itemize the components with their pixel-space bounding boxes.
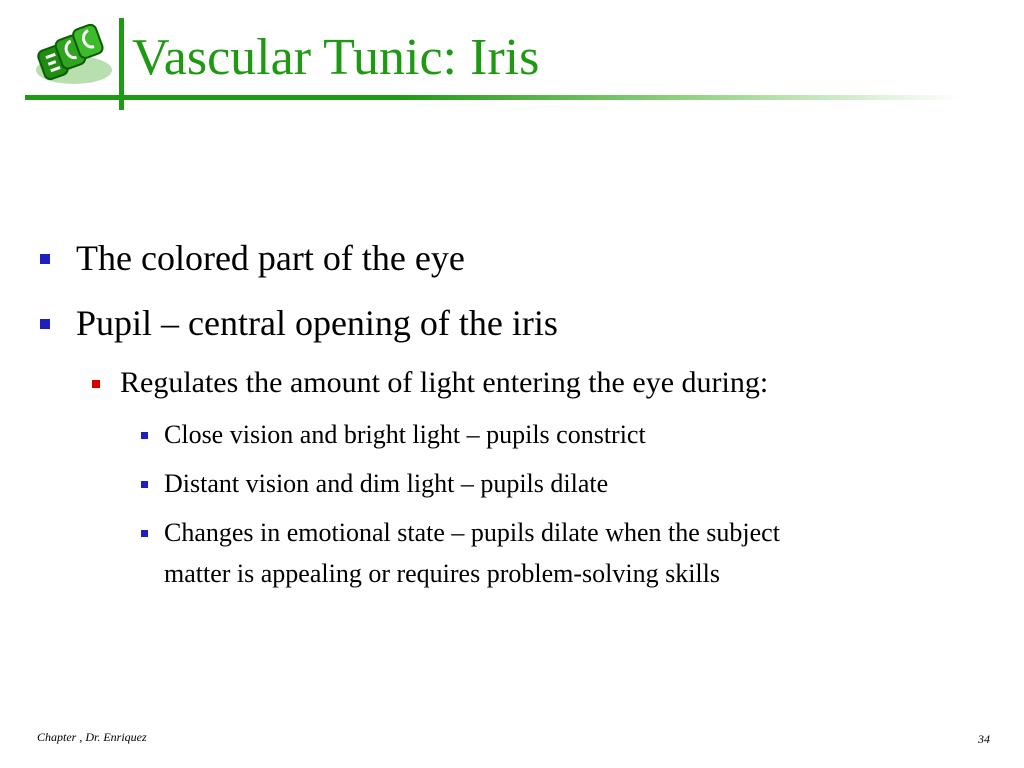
bullet-marker bbox=[40, 254, 50, 264]
page-number: 34 bbox=[978, 732, 990, 746]
ecc-logo bbox=[30, 22, 118, 90]
bullet-text: matter is appealing or requires problem-solving skills bbox=[164, 559, 720, 588]
bullet-text: Close vision and bright light – pupils constrict bbox=[164, 420, 646, 449]
bullet-text: Distant vision and dim light – pupils dilate bbox=[164, 469, 609, 498]
bullet-marker bbox=[141, 432, 148, 439]
bullet-marker bbox=[92, 380, 100, 388]
bullet-marker bbox=[141, 530, 148, 537]
footer-author: Chapter , Dr. Enriquez bbox=[37, 730, 147, 744]
bullet-marker bbox=[40, 319, 50, 329]
bullet-text: Pupil – central opening of the iris bbox=[76, 303, 558, 343]
bullet-text: Regulates the amount of light entering the eye during: bbox=[120, 366, 769, 399]
title-horizontal-rule bbox=[25, 95, 960, 100]
slide-title: Vascular Tunic: Iris bbox=[132, 29, 540, 86]
bullet-marker bbox=[141, 481, 148, 488]
bullet-text: Changes in emotional state – pupils dilate when the subject bbox=[164, 518, 780, 547]
bullet-text: The colored part of the eye bbox=[76, 238, 465, 278]
